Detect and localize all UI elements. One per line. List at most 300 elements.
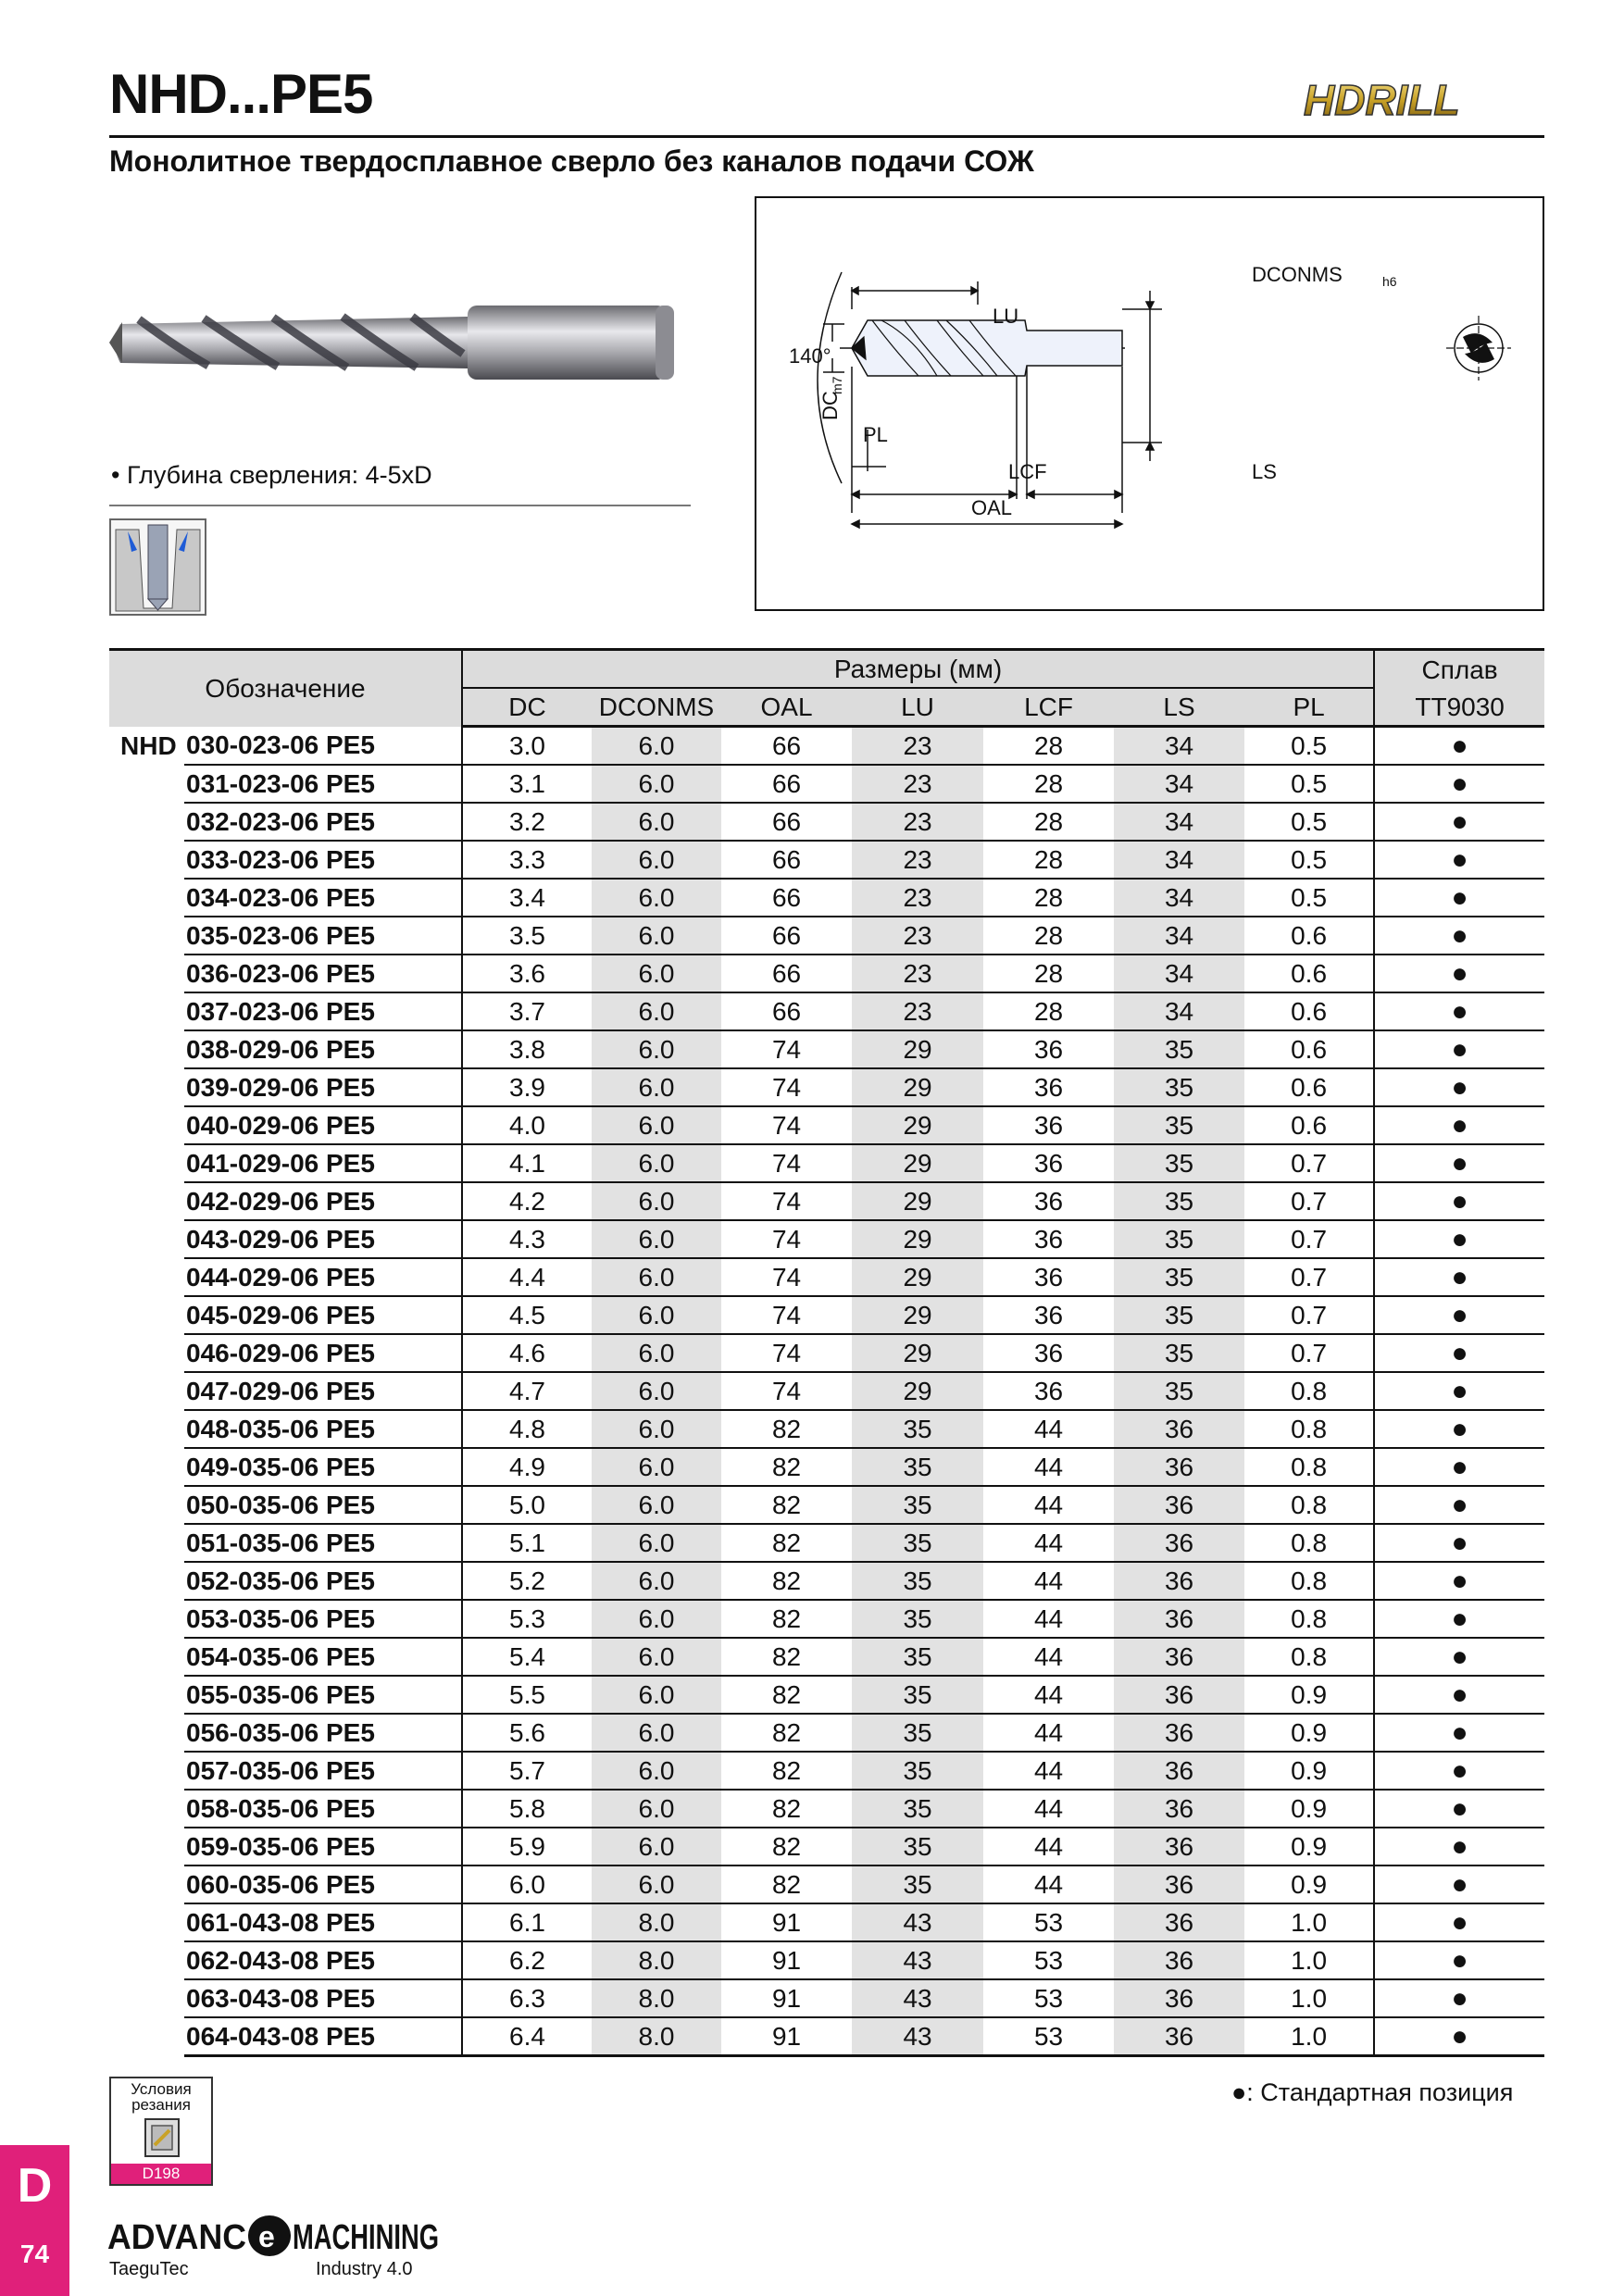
cell-lcf: 44	[983, 1752, 1114, 1790]
cell-dconms: 8.0	[592, 1979, 721, 2017]
cell-pl: 1.0	[1244, 1941, 1374, 1979]
cell-alloy: ●	[1374, 765, 1544, 803]
cell-lcf: 36	[983, 1258, 1114, 1296]
cell-lcf: 36	[983, 1296, 1114, 1334]
cell-dconms: 8.0	[592, 1903, 721, 1941]
cell-lcf: 53	[983, 1979, 1114, 2017]
table-row	[109, 1486, 1544, 1524]
cell-lu: 35	[852, 1448, 983, 1486]
cell-lu: 43	[852, 1979, 983, 2017]
col-ls: LS	[1114, 688, 1244, 727]
cell-dconms: 6.0	[592, 1372, 721, 1410]
cell-lu: 23	[852, 727, 983, 766]
cell-lu: 23	[852, 917, 983, 955]
cell-alloy: ●	[1374, 1182, 1544, 1220]
cell-alloy: ●	[1374, 1638, 1544, 1676]
row-prefix	[109, 1828, 184, 1866]
cell-dc: 4.3	[462, 1220, 592, 1258]
cell-lcf: 44	[983, 1714, 1114, 1752]
cell-dconms: 6.0	[592, 1030, 721, 1068]
cell-oal: 82	[721, 1752, 852, 1790]
cell-oal: 91	[721, 1979, 852, 2017]
cell-pl: 0.8	[1244, 1524, 1374, 1562]
table-row	[109, 1448, 1544, 1486]
label-dc: DC	[818, 391, 842, 420]
table-row	[109, 1372, 1544, 1410]
row-prefix	[109, 1486, 184, 1524]
cell-lcf: 44	[983, 1676, 1114, 1714]
cell-lcf: 36	[983, 1334, 1114, 1372]
cell-pl: 0.8	[1244, 1562, 1374, 1600]
cell-ls: 34	[1114, 841, 1244, 879]
cell-ls: 34	[1114, 727, 1244, 766]
row-prefix	[109, 992, 184, 1030]
col-group-dimensions: Размеры (мм)	[462, 650, 1374, 689]
cell-lu: 29	[852, 1144, 983, 1182]
row-designation: 056-035-06 PE5	[184, 1714, 462, 1752]
cell-ls: 35	[1114, 1372, 1244, 1410]
technical-drawing	[755, 196, 1544, 611]
cell-lu: 35	[852, 1790, 983, 1828]
cell-ls: 34	[1114, 992, 1244, 1030]
cell-alloy: ●	[1374, 1410, 1544, 1448]
table-row	[109, 1866, 1544, 1903]
row-prefix	[109, 1600, 184, 1638]
cell-oal: 82	[721, 1562, 852, 1600]
cell-lu: 23	[852, 955, 983, 992]
table-row	[109, 1638, 1544, 1676]
cell-pl: 0.8	[1244, 1486, 1374, 1524]
cell-ls: 36	[1114, 1979, 1244, 2017]
cell-dconms: 6.0	[592, 803, 721, 841]
cell-dc: 5.7	[462, 1752, 592, 1790]
cell-lu: 43	[852, 1941, 983, 1979]
cell-oal: 82	[721, 1600, 852, 1638]
col-designation: Обозначение	[109, 650, 462, 727]
cell-lu: 43	[852, 2017, 983, 2056]
table-row	[109, 1524, 1544, 1562]
cell-lu: 23	[852, 765, 983, 803]
cell-pl: 0.7	[1244, 1182, 1374, 1220]
row-designation: 060-035-06 PE5	[184, 1866, 462, 1903]
table-row	[109, 1068, 1544, 1106]
table-row	[109, 1714, 1544, 1752]
cell-pl: 0.9	[1244, 1790, 1374, 1828]
cell-oal: 66	[721, 955, 852, 992]
cell-pl: 0.6	[1244, 955, 1374, 992]
cell-lcf: 53	[983, 1903, 1114, 1941]
cutting-conditions-label: Условия резания	[131, 2080, 192, 2114]
label-ls: LS	[1252, 460, 1277, 483]
cell-dc: 4.1	[462, 1144, 592, 1182]
cell-dc: 4.9	[462, 1448, 592, 1486]
cell-alloy: ●	[1374, 992, 1544, 1030]
cell-oal: 82	[721, 1866, 852, 1903]
label-pl: PL	[863, 423, 888, 446]
cell-alloy: ●	[1374, 1296, 1544, 1334]
cell-dconms: 6.0	[592, 1714, 721, 1752]
table-row	[109, 803, 1544, 841]
cell-dconms: 6.0	[592, 1448, 721, 1486]
row-designation: 037-023-06 PE5	[184, 992, 462, 1030]
table-row	[109, 1790, 1544, 1828]
cell-dconms: 6.0	[592, 1866, 721, 1903]
cell-alloy: ●	[1374, 841, 1544, 879]
cell-dconms: 6.0	[592, 1828, 721, 1866]
cell-alloy: ●	[1374, 1752, 1544, 1790]
cell-dconms: 6.0	[592, 727, 721, 766]
cell-oal: 66	[721, 727, 852, 766]
cell-ls: 35	[1114, 1296, 1244, 1334]
cell-alloy: ●	[1374, 1676, 1544, 1714]
cell-dc: 6.3	[462, 1979, 592, 2017]
cell-ls: 36	[1114, 1524, 1244, 1562]
table-row	[109, 1562, 1544, 1600]
cell-pl: 0.8	[1244, 1638, 1374, 1676]
cell-alloy: ●	[1374, 1790, 1544, 1828]
cell-dconms: 6.0	[592, 1182, 721, 1220]
page-number: 74	[19, 2240, 50, 2268]
cell-lu: 29	[852, 1182, 983, 1220]
cell-oal: 82	[721, 1410, 852, 1448]
cell-lcf: 36	[983, 1182, 1114, 1220]
cell-pl: 0.9	[1244, 1866, 1374, 1903]
cell-dconms: 6.0	[592, 841, 721, 879]
cell-alloy: ●	[1374, 1144, 1544, 1182]
cell-dconms: 8.0	[592, 1941, 721, 1979]
cell-pl: 0.7	[1244, 1296, 1374, 1334]
cell-pl: 0.5	[1244, 803, 1374, 841]
cell-dconms: 6.0	[592, 992, 721, 1030]
cell-lu: 35	[852, 1676, 983, 1714]
cell-lu: 29	[852, 1296, 983, 1334]
cell-dc: 3.6	[462, 955, 592, 992]
row-prefix	[109, 1220, 184, 1258]
col-lcf: LCF	[983, 688, 1114, 727]
row-designation: 043-029-06 PE5	[184, 1220, 462, 1258]
row-designation: 039-029-06 PE5	[184, 1068, 462, 1106]
cell-lcf: 36	[983, 1372, 1114, 1410]
row-designation: 050-035-06 PE5	[184, 1486, 462, 1524]
cell-dc: 3.2	[462, 803, 592, 841]
cell-oal: 66	[721, 917, 852, 955]
cell-dconms: 6.0	[592, 1600, 721, 1638]
cell-ls: 34	[1114, 765, 1244, 803]
cell-oal: 74	[721, 1258, 852, 1296]
row-designation: 045-029-06 PE5	[184, 1296, 462, 1334]
spec-table	[109, 648, 1544, 2057]
cell-alloy: ●	[1374, 1220, 1544, 1258]
table-row	[109, 1600, 1544, 1638]
cell-pl: 0.6	[1244, 992, 1374, 1030]
feature-divider	[109, 505, 691, 506]
table-row	[109, 917, 1544, 955]
cell-lu: 29	[852, 1106, 983, 1144]
cell-lu: 35	[852, 1752, 983, 1790]
table-row	[109, 1030, 1544, 1068]
cell-dconms: 6.0	[592, 1790, 721, 1828]
cell-pl: 0.9	[1244, 1714, 1374, 1752]
cell-oal: 82	[721, 1790, 852, 1828]
cell-dconms: 6.0	[592, 917, 721, 955]
row-designation: 049-035-06 PE5	[184, 1448, 462, 1486]
cell-ls: 35	[1114, 1106, 1244, 1144]
cell-alloy: ●	[1374, 1979, 1544, 2017]
cell-pl: 1.0	[1244, 2017, 1374, 2056]
row-prefix	[109, 765, 184, 803]
row-prefix	[109, 1524, 184, 1562]
cell-lu: 35	[852, 1600, 983, 1638]
cell-ls: 36	[1114, 1600, 1244, 1638]
cell-alloy: ●	[1374, 1030, 1544, 1068]
label-dconms: DCONMS	[1252, 263, 1343, 286]
book-icon	[144, 2117, 181, 2158]
label-lcf: LCF	[1008, 460, 1047, 483]
cell-ls: 35	[1114, 1334, 1244, 1372]
row-prefix	[109, 1182, 184, 1220]
row-prefix: NHD	[120, 730, 177, 760]
cell-ls: 34	[1114, 879, 1244, 917]
row-prefix	[109, 1714, 184, 1752]
cell-pl: 0.7	[1244, 1334, 1374, 1372]
cell-lu: 35	[852, 1828, 983, 1866]
row-prefix	[109, 1638, 184, 1676]
cell-pl: 0.6	[1244, 917, 1374, 955]
row-prefix	[109, 841, 184, 879]
cell-pl: 0.6	[1244, 1106, 1374, 1144]
cell-lu: 35	[852, 1486, 983, 1524]
cell-dc: 5.8	[462, 1790, 592, 1828]
cutting-conditions-ref[interactable]	[109, 2077, 213, 2186]
table-row	[109, 1144, 1544, 1182]
cell-lu: 29	[852, 1258, 983, 1296]
cell-oal: 91	[721, 2017, 852, 2056]
cell-dconms: 6.0	[592, 1296, 721, 1334]
cell-oal: 82	[721, 1524, 852, 1562]
cell-ls: 34	[1114, 917, 1244, 955]
label-dconms-sub: h6	[1382, 274, 1397, 289]
brand-machining: MACHINING	[293, 2218, 439, 2257]
cell-dc: 5.4	[462, 1638, 592, 1676]
cell-oal: 66	[721, 841, 852, 879]
cutting-conditions-page: D198	[111, 2164, 211, 2184]
cell-ls: 36	[1114, 1562, 1244, 1600]
cell-alloy: ●	[1374, 1448, 1544, 1486]
row-designation: 040-029-06 PE5	[184, 1106, 462, 1144]
row-prefix	[109, 1903, 184, 1941]
cell-pl: 0.5	[1244, 765, 1374, 803]
cell-pl: 0.6	[1244, 1068, 1374, 1106]
table-row	[109, 992, 1544, 1030]
cell-alloy: ●	[1374, 1258, 1544, 1296]
cell-pl: 0.9	[1244, 1828, 1374, 1866]
table-row	[109, 1752, 1544, 1790]
cell-lu: 29	[852, 1220, 983, 1258]
row-designation: 062-043-08 PE5	[184, 1941, 462, 1979]
col-lu: LU	[852, 688, 983, 727]
row-designation: 041-029-06 PE5	[184, 1144, 462, 1182]
row-prefix	[109, 1296, 184, 1334]
brand-industry: Industry 4.0	[316, 2259, 413, 2279]
cell-dc: 3.8	[462, 1030, 592, 1068]
section-letter: D	[17, 2159, 53, 2213]
cell-pl: 1.0	[1244, 1979, 1374, 2017]
cell-dconms: 6.0	[592, 1334, 721, 1372]
logo-text: HDRILL	[1304, 76, 1460, 124]
cell-lcf: 44	[983, 1562, 1114, 1600]
cell-oal: 82	[721, 1828, 852, 1866]
row-designation: 061-043-08 PE5	[184, 1903, 462, 1941]
cell-oal: 74	[721, 1068, 852, 1106]
cell-pl: 0.5	[1244, 879, 1374, 917]
table-row	[109, 1296, 1544, 1334]
cell-ls: 35	[1114, 1182, 1244, 1220]
cell-lu: 35	[852, 1524, 983, 1562]
table-row	[109, 1106, 1544, 1144]
cell-oal: 74	[721, 1144, 852, 1182]
cell-oal: 74	[721, 1296, 852, 1334]
cell-alloy: ●	[1374, 1106, 1544, 1144]
cell-lcf: 28	[983, 992, 1114, 1030]
cell-dc: 4.5	[462, 1296, 592, 1334]
row-designation: 046-029-06 PE5	[184, 1334, 462, 1372]
cell-dc: 3.9	[462, 1068, 592, 1106]
cell-ls: 36	[1114, 1752, 1244, 1790]
cell-pl: 0.7	[1244, 1144, 1374, 1182]
brand-taegutec: TaeguTec	[109, 2259, 189, 2279]
cell-oal: 66	[721, 879, 852, 917]
row-designation: 044-029-06 PE5	[184, 1258, 462, 1296]
table-row	[109, 1410, 1544, 1448]
cell-oal: 74	[721, 1182, 852, 1220]
cell-ls: 35	[1114, 1068, 1244, 1106]
cell-oal: 74	[721, 1106, 852, 1144]
cell-alloy: ●	[1374, 2017, 1544, 2056]
cell-pl: 0.8	[1244, 1600, 1374, 1638]
cell-alloy: ●	[1374, 1866, 1544, 1903]
table-row	[109, 1258, 1544, 1296]
cell-dc: 3.0	[462, 727, 592, 766]
cell-dconms: 6.0	[592, 955, 721, 992]
cell-dc: 5.9	[462, 1828, 592, 1866]
row-designation: 063-043-08 PE5	[184, 1979, 462, 2017]
label-angle: 140°	[789, 344, 831, 368]
cell-dc: 5.5	[462, 1676, 592, 1714]
cell-ls: 36	[1114, 1903, 1244, 1941]
cell-pl: 0.5	[1244, 841, 1374, 879]
cell-lu: 35	[852, 1638, 983, 1676]
row-prefix	[109, 1790, 184, 1828]
cell-oal: 74	[721, 1334, 852, 1372]
drill-photo	[102, 296, 681, 389]
cell-alloy: ●	[1374, 1524, 1544, 1562]
label-oal: OAL	[971, 496, 1013, 519]
cell-ls: 34	[1114, 955, 1244, 992]
cell-ls: 36	[1114, 1638, 1244, 1676]
label-lu: LU	[993, 305, 1019, 328]
cell-dconms: 6.0	[592, 1524, 721, 1562]
cell-oal: 91	[721, 1903, 852, 1941]
cell-oal: 74	[721, 1030, 852, 1068]
cell-dconms: 6.0	[592, 1638, 721, 1676]
row-prefix	[109, 1372, 184, 1410]
row-designation: 054-035-06 PE5	[184, 1638, 462, 1676]
cell-alloy: ●	[1374, 917, 1544, 955]
cell-dc: 3.5	[462, 917, 592, 955]
cell-lcf: 28	[983, 917, 1114, 955]
row-prefix	[109, 1979, 184, 2017]
cell-lcf: 28	[983, 955, 1114, 992]
col-oal: OAL	[721, 688, 852, 727]
application-icon	[109, 518, 206, 616]
cell-alloy: ●	[1374, 803, 1544, 841]
cell-oal: 82	[721, 1714, 852, 1752]
cell-dc: 4.4	[462, 1258, 592, 1296]
cell-oal: 66	[721, 992, 852, 1030]
cell-lcf: 28	[983, 803, 1114, 841]
drilling-application-icon	[111, 520, 205, 614]
cell-oal: 82	[721, 1676, 852, 1714]
row-prefix	[109, 1676, 184, 1714]
cell-oal: 82	[721, 1638, 852, 1676]
cell-dc: 6.0	[462, 1866, 592, 1903]
cell-pl: 0.9	[1244, 1752, 1374, 1790]
cell-dconms: 6.0	[592, 1752, 721, 1790]
cell-dconms: 8.0	[592, 2017, 721, 2056]
cell-lcf: 28	[983, 765, 1114, 803]
cell-alloy: ●	[1374, 1068, 1544, 1106]
cell-pl: 0.8	[1244, 1448, 1374, 1486]
cell-ls: 36	[1114, 1941, 1244, 1979]
cell-lcf: 36	[983, 1106, 1114, 1144]
row-designation: 057-035-06 PE5	[184, 1752, 462, 1790]
table-row	[109, 1979, 1544, 2017]
cell-lcf: 44	[983, 1448, 1114, 1486]
table-row	[109, 2017, 1544, 2056]
row-prefix	[109, 1752, 184, 1790]
cell-dc: 5.3	[462, 1600, 592, 1638]
cell-ls: 36	[1114, 1410, 1244, 1448]
cell-dc: 4.7	[462, 1372, 592, 1410]
cell-alloy: ●	[1374, 1562, 1544, 1600]
cell-dconms: 6.0	[592, 1562, 721, 1600]
brand-e: e	[258, 2220, 275, 2253]
cell-dc: 4.2	[462, 1182, 592, 1220]
cell-ls: 35	[1114, 1144, 1244, 1182]
table-row	[109, 1334, 1544, 1372]
cell-oal: 82	[721, 1486, 852, 1524]
cell-dconms: 6.0	[592, 1258, 721, 1296]
cell-dconms: 6.0	[592, 765, 721, 803]
row-designation: 051-035-06 PE5	[184, 1524, 462, 1562]
cell-dc: 3.7	[462, 992, 592, 1030]
cell-alloy: ●	[1374, 879, 1544, 917]
cell-dc: 3.1	[462, 765, 592, 803]
col-group-alloy: Сплав	[1374, 650, 1544, 689]
row-prefix	[109, 1562, 184, 1600]
cell-ls: 36	[1114, 1448, 1244, 1486]
row-prefix	[109, 1941, 184, 1979]
cell-lu: 29	[852, 1334, 983, 1372]
cell-lcf: 44	[983, 1524, 1114, 1562]
cell-lcf: 44	[983, 1790, 1114, 1828]
row-designation: 035-023-06 PE5	[184, 917, 462, 955]
row-designation: 030-023-06 PE5	[184, 727, 462, 766]
cell-lu: 35	[852, 1714, 983, 1752]
cell-ls: 36	[1114, 2017, 1244, 2056]
title-divider	[109, 135, 1544, 138]
row-designation: 053-035-06 PE5	[184, 1600, 462, 1638]
